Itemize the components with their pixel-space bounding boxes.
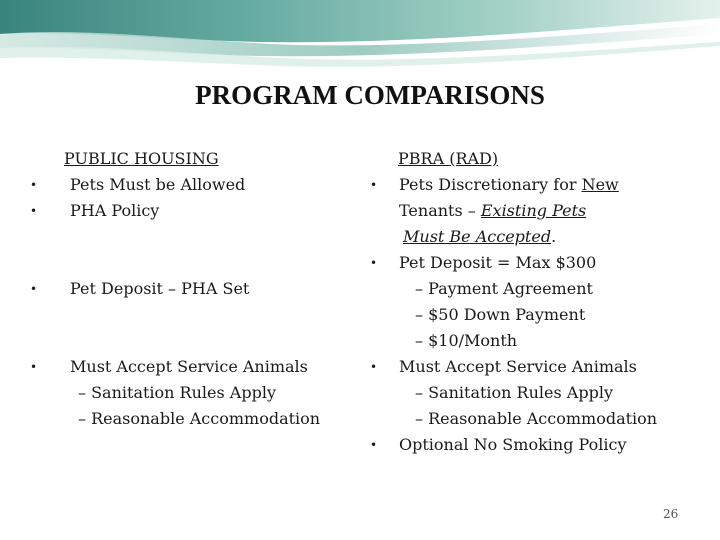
pets-discretionary-item (399, 172, 619, 198)
monthly-payment-subitem: – $10/Month (415, 331, 518, 350)
pha-policy-item: PHA Policy (70, 201, 160, 220)
existing-pets-text: Existing Pets (480, 201, 587, 220)
sanitation-rules-subitem: – Sanitation Rules Apply (415, 383, 613, 402)
page-number: 26 (663, 507, 679, 521)
dash-text: – (462, 201, 481, 220)
header-banner-graphic (0, 0, 720, 70)
bullet-icon: • (370, 360, 378, 374)
bullet-icon: • (30, 282, 38, 296)
no-smoking-policy-item: Optional No Smoking Policy (399, 435, 627, 454)
down-payment-subitem: – $50 Down Payment (415, 305, 586, 324)
bullet-icon: • (30, 204, 38, 218)
bullet-icon: • (370, 178, 378, 192)
tenants-text: Tenants (399, 201, 463, 220)
new-underlined-text: New (581, 175, 619, 194)
pet-deposit-max-item: Pet Deposit = Max $300 (399, 253, 597, 272)
pets-allowed-item: Pets Must be Allowed (70, 175, 246, 194)
bullet-icon: • (370, 438, 378, 452)
pbra-rad-heading: PBRA (RAD) (398, 149, 499, 168)
bullet-icon: • (370, 256, 378, 270)
pets-discretionary-line-2 (399, 198, 586, 224)
period-text: . (551, 227, 557, 246)
public-housing-heading: PUBLIC HOUSING (64, 149, 219, 168)
service-animals-item: Must Accept Service Animals (399, 357, 637, 376)
pets-discretionary-text: Pets Discretionary for (399, 175, 582, 194)
reasonable-accommodation-subitem: – Reasonable Accommodation (415, 409, 658, 428)
service-animals-item: Must Accept Service Animals (70, 357, 308, 376)
pet-deposit-item: Pet Deposit – PHA Set (70, 279, 250, 298)
bullet-icon: • (30, 178, 38, 192)
sanitation-rules-subitem: – Sanitation Rules Apply (78, 383, 276, 402)
must-be-accepted-text: Must Be Accepted (403, 227, 552, 246)
payment-agreement-subitem: – Payment Agreement (415, 279, 593, 298)
reasonable-accommodation-subitem: – Reasonable Accommodation (78, 409, 321, 428)
bullet-icon: • (30, 360, 38, 374)
slide-title: PROGRAM COMPARISONS (195, 80, 545, 110)
pets-discretionary-line-3 (403, 224, 556, 250)
